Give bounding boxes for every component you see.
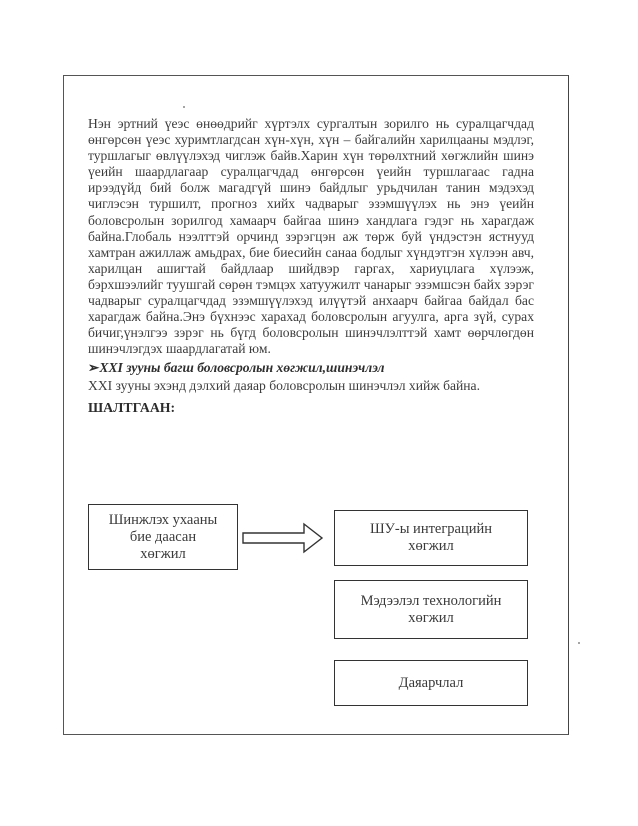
scan-speck: [183, 106, 185, 108]
diagram-box-information-technology: [334, 580, 528, 639]
box-line: хөгжил: [140, 545, 186, 562]
box-line: хөгжил: [408, 609, 454, 626]
box-line: Мэдээлэл технологийн: [360, 592, 502, 609]
box-line: Даяарчлал: [398, 674, 464, 691]
diagram-box-globalization: [334, 660, 528, 706]
body-paragraph: Нэн эртний үеэс өнөөдрийг хүртэлх сургалтын зорилго нь суралцагчдад өнгөрсөн үеэс хуримтлагдсан хүн-хүн, хүн – байгалийн харилцааны мэдлэг, туршлагыг өвлүүлэхэд чиглэж байв.Харин хүн төрөлхтний хөгжлийн шинэ үеийн шаардлагаар суралцагчдад өнгөрсөн үеийн туршлагаас гадна ирээдүйд бий болж магадгүй шинэ байдлыг урьдчилан танин мэдэхэд чиглэсэн туршилт, прогноз хийх чадварыг эзэмшүүлэх нь энэ үеийн боловсролын зорилгод хамаарч байгаа шинэ хандлага гэдэг нь харагдаж байна.Глобаль нээлттэй орчинд зэрэгцэн аж төрж буй үндэстэн ястнууд хамтран ажиллаж амьдрах, бие биесийн санаа бодлыг хүндэтгэн хүлээн авч, харилцан ашигтай байдлаар шийдвэр гаргах, хариуцлага хүлээж, бэрхшээлийг туушгай сөрөн тэмцэх хатуужилт чанарыг эзэмшсэн байх зэрэг чадварыг суралцагчдад эзэмшүүлэхэд илүүтэй анхаарч байгаа байдал бас харагдаж байна.Энэ бүхнээс харахад боловсролын агуулга, арга зүй, сурах бичиг,үнэлгээ зэрэг нь бүгд боловсролын шинэчлэлттэй хамт өөрчлөгдөн шинэчлэгдэх шаардлагатай юм.: [88, 116, 534, 357]
scan-speck: [578, 642, 580, 644]
diagram-box-science-development: [88, 504, 238, 570]
document-body: [88, 116, 534, 416]
causes-label: ШАЛТГААН:: [88, 399, 176, 415]
right-arrow-icon: [242, 522, 324, 554]
section-heading-text: XXI зууны багш боловсролын хөгжил,шинэчлэл: [99, 360, 385, 376]
box-line: ШУ-ы интеграцийн: [369, 521, 493, 537]
intro-paragraph: XXI зууны эхэнд дэлхий даяар боловсролын шинэчлэл хийж байна.: [88, 378, 480, 394]
box-line: бие даасан: [129, 528, 197, 545]
box-line: Шинжлэх ухааны: [108, 511, 218, 528]
box-line: хөгжил: [408, 538, 454, 554]
diagram-box-science-integration: [334, 510, 528, 566]
bullet-arrow-icon: ➢: [88, 360, 100, 376]
section-heading: [88, 359, 534, 376]
